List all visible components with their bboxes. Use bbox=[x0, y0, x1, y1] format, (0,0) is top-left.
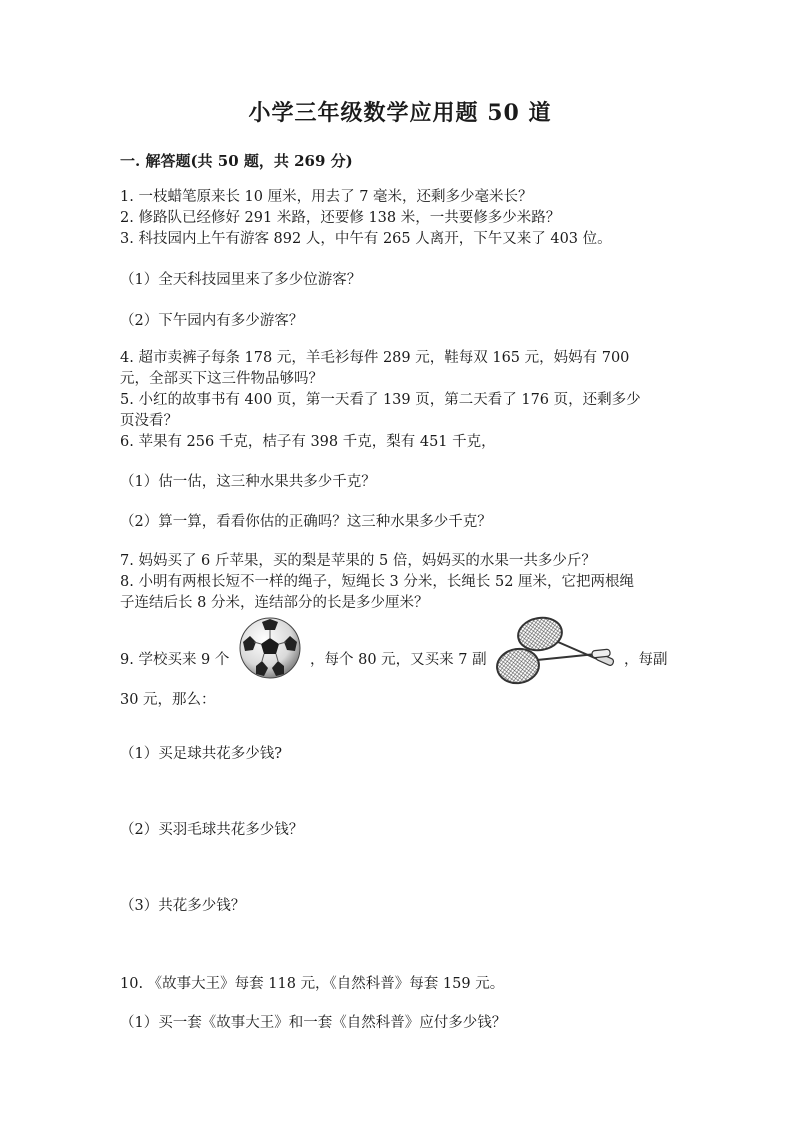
question-10-part-1: （1）买一套《故事大王》和一套《自然科普》应付多少钱？ bbox=[120, 1015, 507, 1031]
question-3-part-2: （2）下午园内有多少游客？ bbox=[120, 313, 304, 329]
question-5-line-1: 5. 小红的故事书有 400 页，第一天看了 139 页，第二天看了 176 页，还剩多少 bbox=[120, 392, 641, 408]
soccer-ball-icon bbox=[238, 616, 302, 680]
question-9-text-c: ，每副 bbox=[624, 652, 668, 668]
section-header: 一. 解答题(共 50 题，共 269 分) bbox=[120, 152, 353, 170]
question-9-part-1: （1）买足球共花多少钱? bbox=[120, 746, 282, 762]
question-3-part-1: （1）全天科技园里来了多少位游客？ bbox=[120, 272, 362, 288]
question-4-line-1: 4. 超市卖裤子每条 178 元，羊毛衫每件 289 元，鞋每双 165 元，妈妈有 700 bbox=[120, 350, 630, 366]
question-9-line-2: 30 元，那么： bbox=[120, 692, 216, 708]
question-6-part-1: （1）估一估，这三种水果共多少千克？ bbox=[120, 474, 376, 490]
question-6: 6. 苹果有 256 千克，桔子有 398 千克，梨有 451 千克， bbox=[120, 434, 496, 450]
question-5-line-2: 页没看？ bbox=[120, 413, 178, 429]
question-9-row bbox=[120, 616, 700, 692]
question-1: 1. 一枝蜡笔原来长 10 厘米，用去了 7 毫米，还剩多少毫米长？ bbox=[120, 189, 533, 205]
question-3: 3. 科技园内上午有游客 892 人，中午有 265 人离开，下午又来了 403 位。 bbox=[120, 231, 612, 247]
page-title: 小学三年级数学应用题 50 道 bbox=[248, 100, 552, 126]
question-8-line-1: 8. 小明有两根长短不一样的绳子，短绳长 3 分米，长绳长 52 厘米，它把两根绳 bbox=[120, 574, 635, 590]
question-10: 10. 《故事大王》每套 118 元，《自然科普》每套 159 元。 bbox=[120, 976, 505, 992]
question-2: 2. 修路队已经修好 291 米路，还要修 138 米，一共要修多少米路？ bbox=[120, 210, 561, 226]
question-9-part-2: （2）买羽毛球共花多少钱？ bbox=[120, 822, 304, 838]
question-9-text-b: ，每个 80 元，又买来 7 副 bbox=[310, 652, 487, 668]
question-6-part-2: （2）算一算，看看你估的正确吗？这三种水果多少千克？ bbox=[120, 514, 492, 530]
question-9-part-3: （3）共花多少钱？ bbox=[120, 898, 246, 914]
question-4-line-2: 元，全部买下这三件物品够吗？ bbox=[120, 371, 323, 387]
question-9-text-a: 9. 学校买来 9 个 bbox=[120, 652, 230, 668]
badminton-rackets-icon bbox=[492, 616, 622, 692]
question-7: 7. 妈妈买了 6 斤苹果，买的梨是苹果的 5 倍，妈妈买的水果一共多少斤？ bbox=[120, 553, 596, 569]
question-8-line-2: 子连结后长 8 分米，连结部分的长是多少厘米？ bbox=[120, 595, 429, 611]
